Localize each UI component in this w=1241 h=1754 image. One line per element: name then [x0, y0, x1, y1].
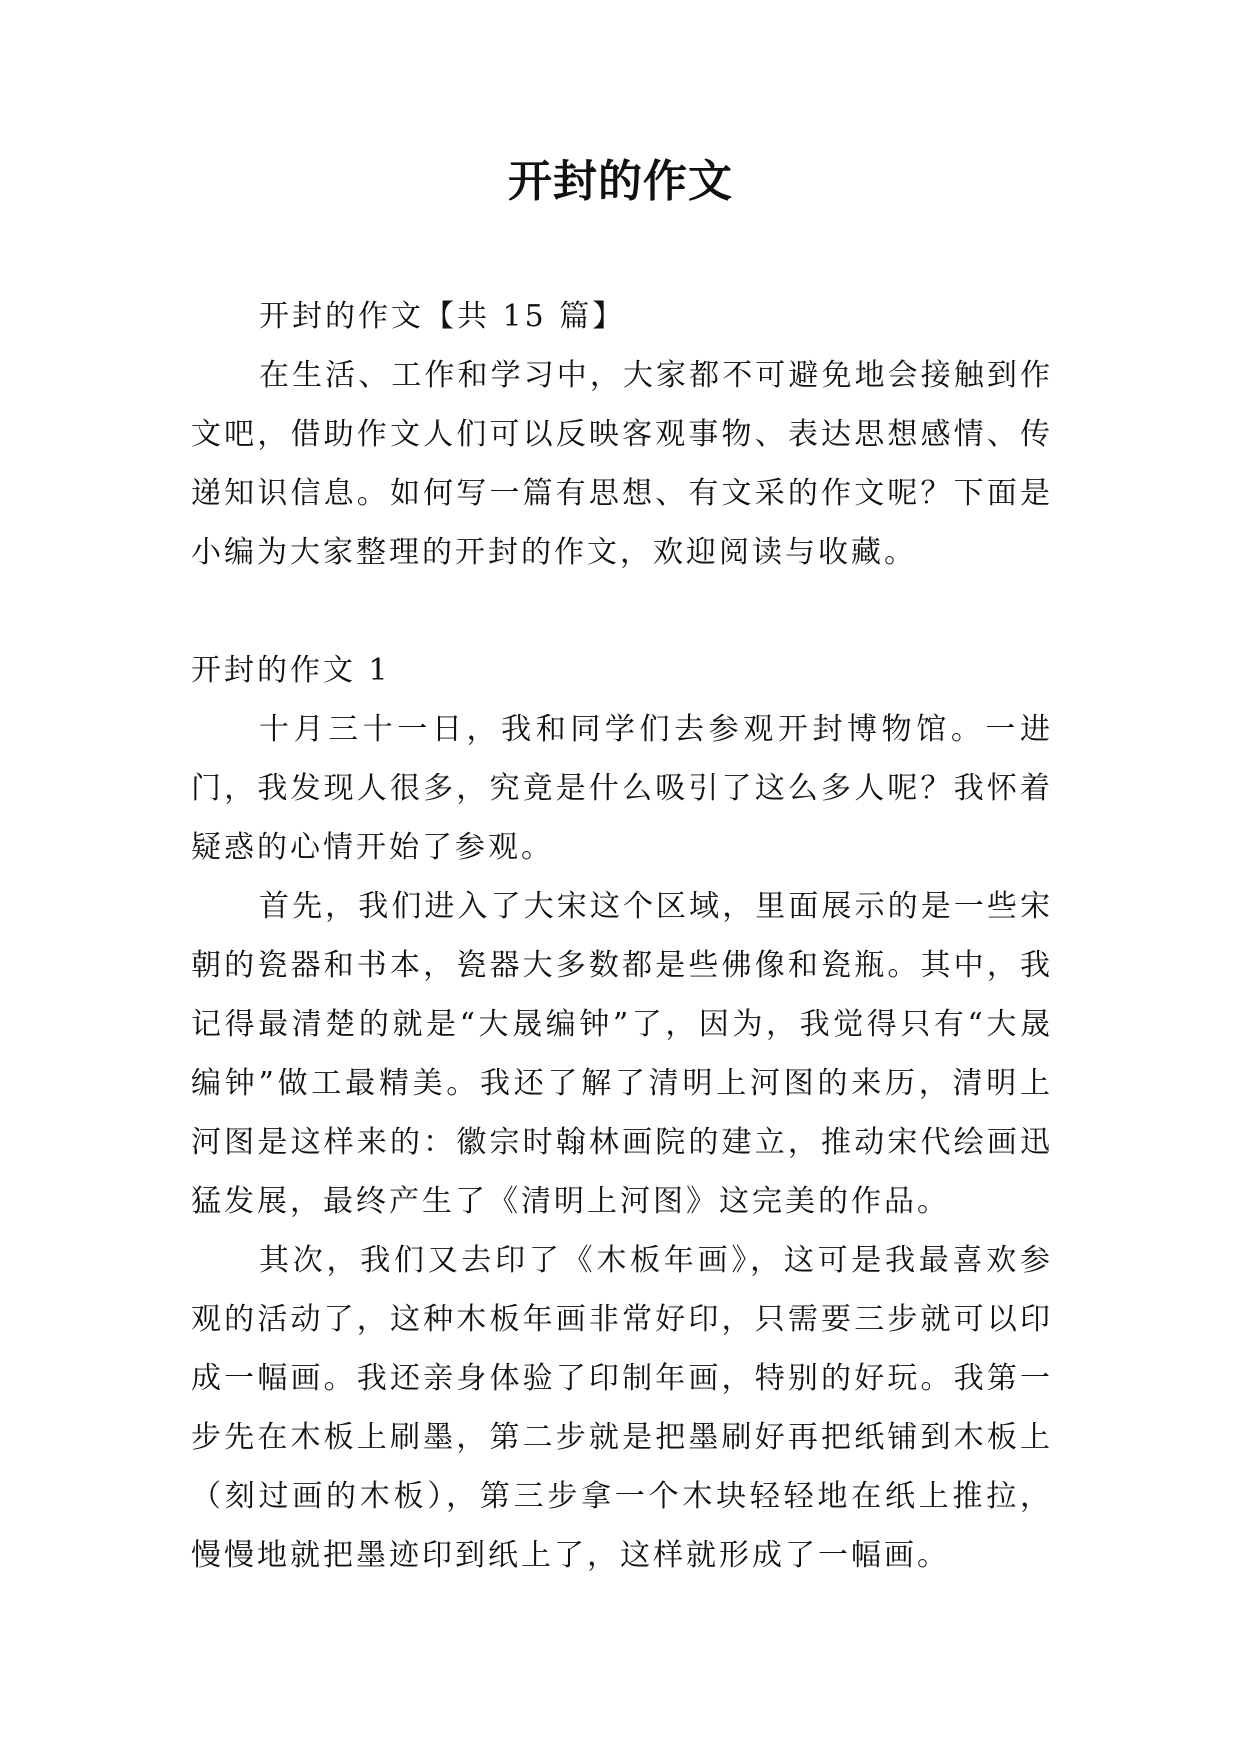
- intro-paragraph: 在生活、工作和学习中，大家都不可避免地会接触到作文吧，借助作文人们可以反映客观事物、表达思想感情、传递知识信息。如何写一篇有思想、有文采的作文呢？下面是小编为大家整理的开封的作文，欢迎阅读与收藏。: [191, 358, 1053, 570]
- essay-paragraph-3: 其次，我们又去印了《木板年画》，这可是我最喜欢参观的活动了，这种木板年画非常好印，只需要三步就可以印成一幅画。我还亲身体验了印制年画，特别的好玩。我第一步先在木板上刷墨，第二步就是把墨刷好再把纸铺到木板上（刻过画的木板），第三步拿一个木块轻轻地在纸上推拉，慢慢地就把墨迹印到纸上了，这样就形成了一幅画。: [191, 1243, 1053, 1573]
- page-title: 开封的作文: [508, 156, 733, 207]
- essay-paragraph-1: 十月三十一日，我和同学们去参观开封博物馆。一进门，我发现人很多，究竟是什么吸引了这么多人呢？我怀着疑惑的心情开始了参观。: [191, 712, 1053, 865]
- intro-subtitle: 开封的作文【共 15 篇】: [259, 299, 626, 334]
- essay-paragraph-2: 首先，我们进入了大宋这个区域，里面展示的是一些宋朝的瓷器和书本，瓷器大多数都是些佛像和瓷瓶。其中，我记得最清楚的就是“大晟编钟”了，因为，我觉得只有“大晟编钟”做工最精美。我还了解了清明上河图的来历，清明上河图是这样来的：徽宗时翰林画院的建立，推动宋代绘画迅猛发展，最终产生了《清明上河图》这完美的作品。: [191, 889, 1053, 1219]
- document-body: [191, 287, 1053, 1585]
- essay-heading: 开封的作文 1: [191, 653, 391, 688]
- section-spacer: [191, 582, 1053, 641]
